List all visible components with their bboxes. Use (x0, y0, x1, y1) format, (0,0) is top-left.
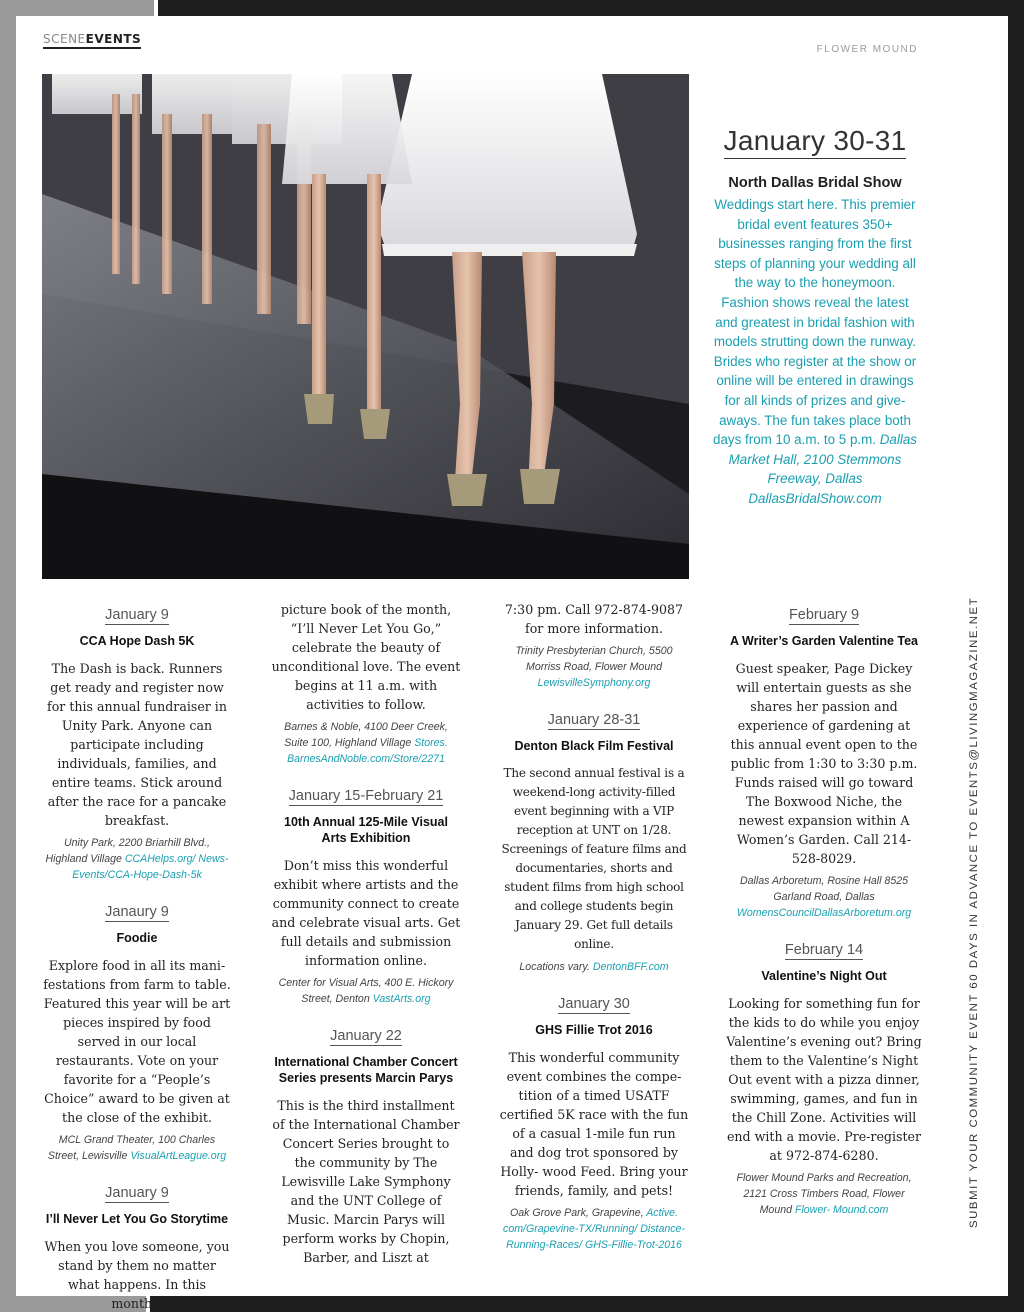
event-date: January 9 (105, 1185, 169, 1201)
event-date: February 14 (784, 942, 864, 958)
event-link[interactable]: Active. com/Grapevine-TX/Running/ Distance-Running-Races/ GHS-Fillie-Trot-2016 (503, 1207, 685, 1251)
featured-event (710, 125, 920, 509)
hero-photo (42, 74, 689, 579)
event-location (42, 1132, 232, 1164)
event-description-continued: picture book of the month, “I’ll Never Let You Go,” celebrate the beauty of unconditional love. The event begins at 11 a.m. with activities to follow. (271, 602, 461, 712)
city-label: FLOWER MOUND (816, 44, 918, 55)
event-date: January 15-February 21 (288, 788, 444, 804)
event-writers-garden (726, 604, 922, 921)
event-title: CCA Hope Dash 5K (79, 634, 195, 648)
event-location (271, 719, 461, 767)
section-events: EVENTS (85, 32, 142, 46)
frame-right-bar (1008, 0, 1024, 1312)
events-column-1 (42, 604, 232, 1312)
frame-top-left-bar (0, 0, 154, 16)
event-chamber-concert (271, 1025, 461, 1267)
event-link[interactable]: Stores. BarnesAndNoble.com/Store/2271 (287, 737, 448, 765)
event-link[interactable]: VastArts.org (372, 993, 431, 1005)
event-address: Oak Grove Park, Grapevine, (509, 1207, 644, 1219)
event-black-film-festival (499, 709, 689, 975)
events-column-2 (271, 604, 461, 1267)
event-description: Looking for something fun for the kids to do while you enjoy Valentine’s evening out? Bring them to the Valentine’s Night Out event with a pizza dinner, swimming, games, and fun in the Chill Zone. Activities will end with a movie. Pre-register at 972-874-6280. (726, 996, 922, 1163)
event-title: Foodie (116, 931, 158, 945)
event-location (499, 643, 689, 691)
event-address: Flower Mound Parks and Recreation, 2121 Cross Timbers Road, Flower Mound (736, 1172, 912, 1216)
event-address: Trinity Presbyterian Church, 5500 Morriss Road, Flower Mound (515, 645, 673, 673)
event-link[interactable]: WomensCouncilDallasArboretum.org (736, 907, 912, 919)
section-tag (43, 32, 141, 49)
event-title: A Writer’s Garden Valentine Tea (729, 634, 919, 648)
frame-top-bar (154, 0, 1024, 16)
event-address: Center for Visual Arts, 400 E. Hickory Street, Denton (278, 977, 454, 1005)
event-link[interactable]: Flower- Mound.com (794, 1204, 889, 1216)
event-location (271, 975, 461, 1007)
event-title: Valentine’s Night Out (761, 969, 887, 983)
event-description: The second annual festival is a weekend-long activity-filled event beginning with a VIP reception at UNT on 1/28. Screenings of feature films and documentaries, shorts and student films from high school and college students begin January 29. Get full details online. (501, 766, 687, 951)
event-description: The Dash is back. Runners get ready and register now for this annual fundraiser in Unity Park. Anyone can participate including individuals, families, and entire teams. Stick around after the race for a pancake breakfast. (47, 661, 227, 828)
event-link[interactable]: LewisvilleSymphony.org (537, 677, 651, 689)
event-date: January 22 (330, 1028, 402, 1044)
featured-body (710, 195, 920, 509)
event-storytime-continued (271, 600, 461, 767)
event-date: February 9 (788, 607, 860, 623)
event-description-continued: 7:30 pm. Call 972-874-9087 for more information. (504, 602, 684, 636)
event-valentines-night-out (726, 939, 922, 1218)
event-address: Locations vary. (519, 961, 590, 973)
event-link[interactable]: CCAHelps.org/ News-Events/CCA-Hope-Dash-5k (72, 853, 229, 881)
event-description: Guest speaker, Page Dickey will entertain guests as she shares her passion and experience of gardening at this annual event open to the public from 1:30 to 3:30 p.m. Funds raised will go toward The Boxwood Niche, the newest expansion within A Women’s Garden. Call 214-528-8029. (730, 661, 918, 866)
events-column-4 (726, 604, 922, 1218)
event-foodie (42, 901, 232, 1164)
event-title: I’ll Never Let You Go Storytime (45, 1212, 229, 1226)
event-storytime (42, 1182, 232, 1312)
event-location (499, 959, 689, 975)
submission-note: SUBMIT YOUR COMMUNITY EVENT 60 DAYS IN ADVANCE TO EVENTS@LIVINGMAGAZINE.NET (968, 596, 980, 1228)
event-address: MCL Grand Theater, 100 Charles Street, Lewisville (47, 1134, 216, 1162)
section-scene: SCENE (43, 32, 86, 46)
frame-bottom-bar (150, 1296, 1024, 1312)
event-description: Explore food in all its mani- festations from farm to table. Featured this year will be art pieces inspired by food served in our local restaurants. Vote on your favorite for a “People’s Choice” award to be given at the close of the exhibit. (43, 958, 231, 1125)
event-title: International Chamber Concert Series presents Marcin Parys (274, 1055, 458, 1085)
event-description: This is the third installment of the International Chamber Concert Series brought to the community by The Lewisville Lake Symphony and the UNT College of Music. Marcin Parys will perform works by Chopin, Barber, and Liszt at (272, 1098, 460, 1265)
event-description: This wonderful community event combines the compe- tition of a timed USATF certified 5K race with the fun of a casual 1-mile fun run and dog trot sponsored by Holly- wood Feed. Bring your friends, family, and pets! (499, 1050, 689, 1198)
event-location (499, 1205, 689, 1253)
event-visual-arts (271, 785, 461, 1007)
featured-location-link[interactable]: Dallas Market Hall, 2100 Stemmons Freeway, Dallas DallasBridalShow.com (728, 432, 917, 506)
event-fillie-trot (499, 993, 689, 1253)
event-location (726, 873, 922, 921)
event-chamber-continued (499, 600, 689, 691)
featured-title: North Dallas Bridal Show (728, 175, 902, 191)
event-description: When you love someone, you stand by them no matter what happens. In this month’s (44, 1239, 230, 1311)
featured-date: January 30-31 (724, 125, 907, 159)
event-date: January 28-31 (547, 712, 641, 728)
events-column-3 (499, 604, 689, 1253)
event-date: Janaury 9 (105, 904, 169, 920)
event-address: Barnes & Noble, 4100 Deer Creek, Suite 100, Highland Village (284, 721, 448, 749)
event-cca-hope-dash (42, 604, 232, 883)
event-date: January 9 (105, 607, 169, 623)
event-address: Unity Park, 2200 Briarhill Blvd., Highland Village (45, 837, 211, 865)
frame-left-bar (0, 0, 16, 1312)
event-description: Don’t miss this wonderful exhibit where artists and the community connect to create and celebrate visual arts. Get full details and submission information online. (271, 858, 461, 968)
frame-separator (154, 0, 158, 16)
event-date: January 30 (558, 996, 630, 1012)
event-title: 10th Annual 125-Mile Visual Arts Exhibition (284, 815, 448, 845)
event-link[interactable]: DentonBFF.com (592, 961, 669, 973)
event-location (42, 835, 232, 883)
event-link[interactable]: VisualArtLeague.org (130, 1150, 227, 1162)
featured-description: Weddings start here. This premier bridal event features 350+ businesses ranging from the first steps of planning your wedding all the way to the honeymoon. Fashion shows reveal the latest and greatest in bridal fashion with models strutting down the runway. Brides who register at the show or online will be entered in drawings for all kinds of prizes and give-aways. The fun takes place both days from 10 a.m. to 5 p.m. (713, 197, 917, 448)
event-location (726, 1170, 922, 1218)
event-title: Denton Black Film Festival (514, 739, 674, 753)
event-address: Dallas Arboretum, Rosine Hall 8525 Garland Road, Dallas (739, 875, 908, 903)
event-title: GHS Fillie Trot 2016 (535, 1023, 653, 1037)
